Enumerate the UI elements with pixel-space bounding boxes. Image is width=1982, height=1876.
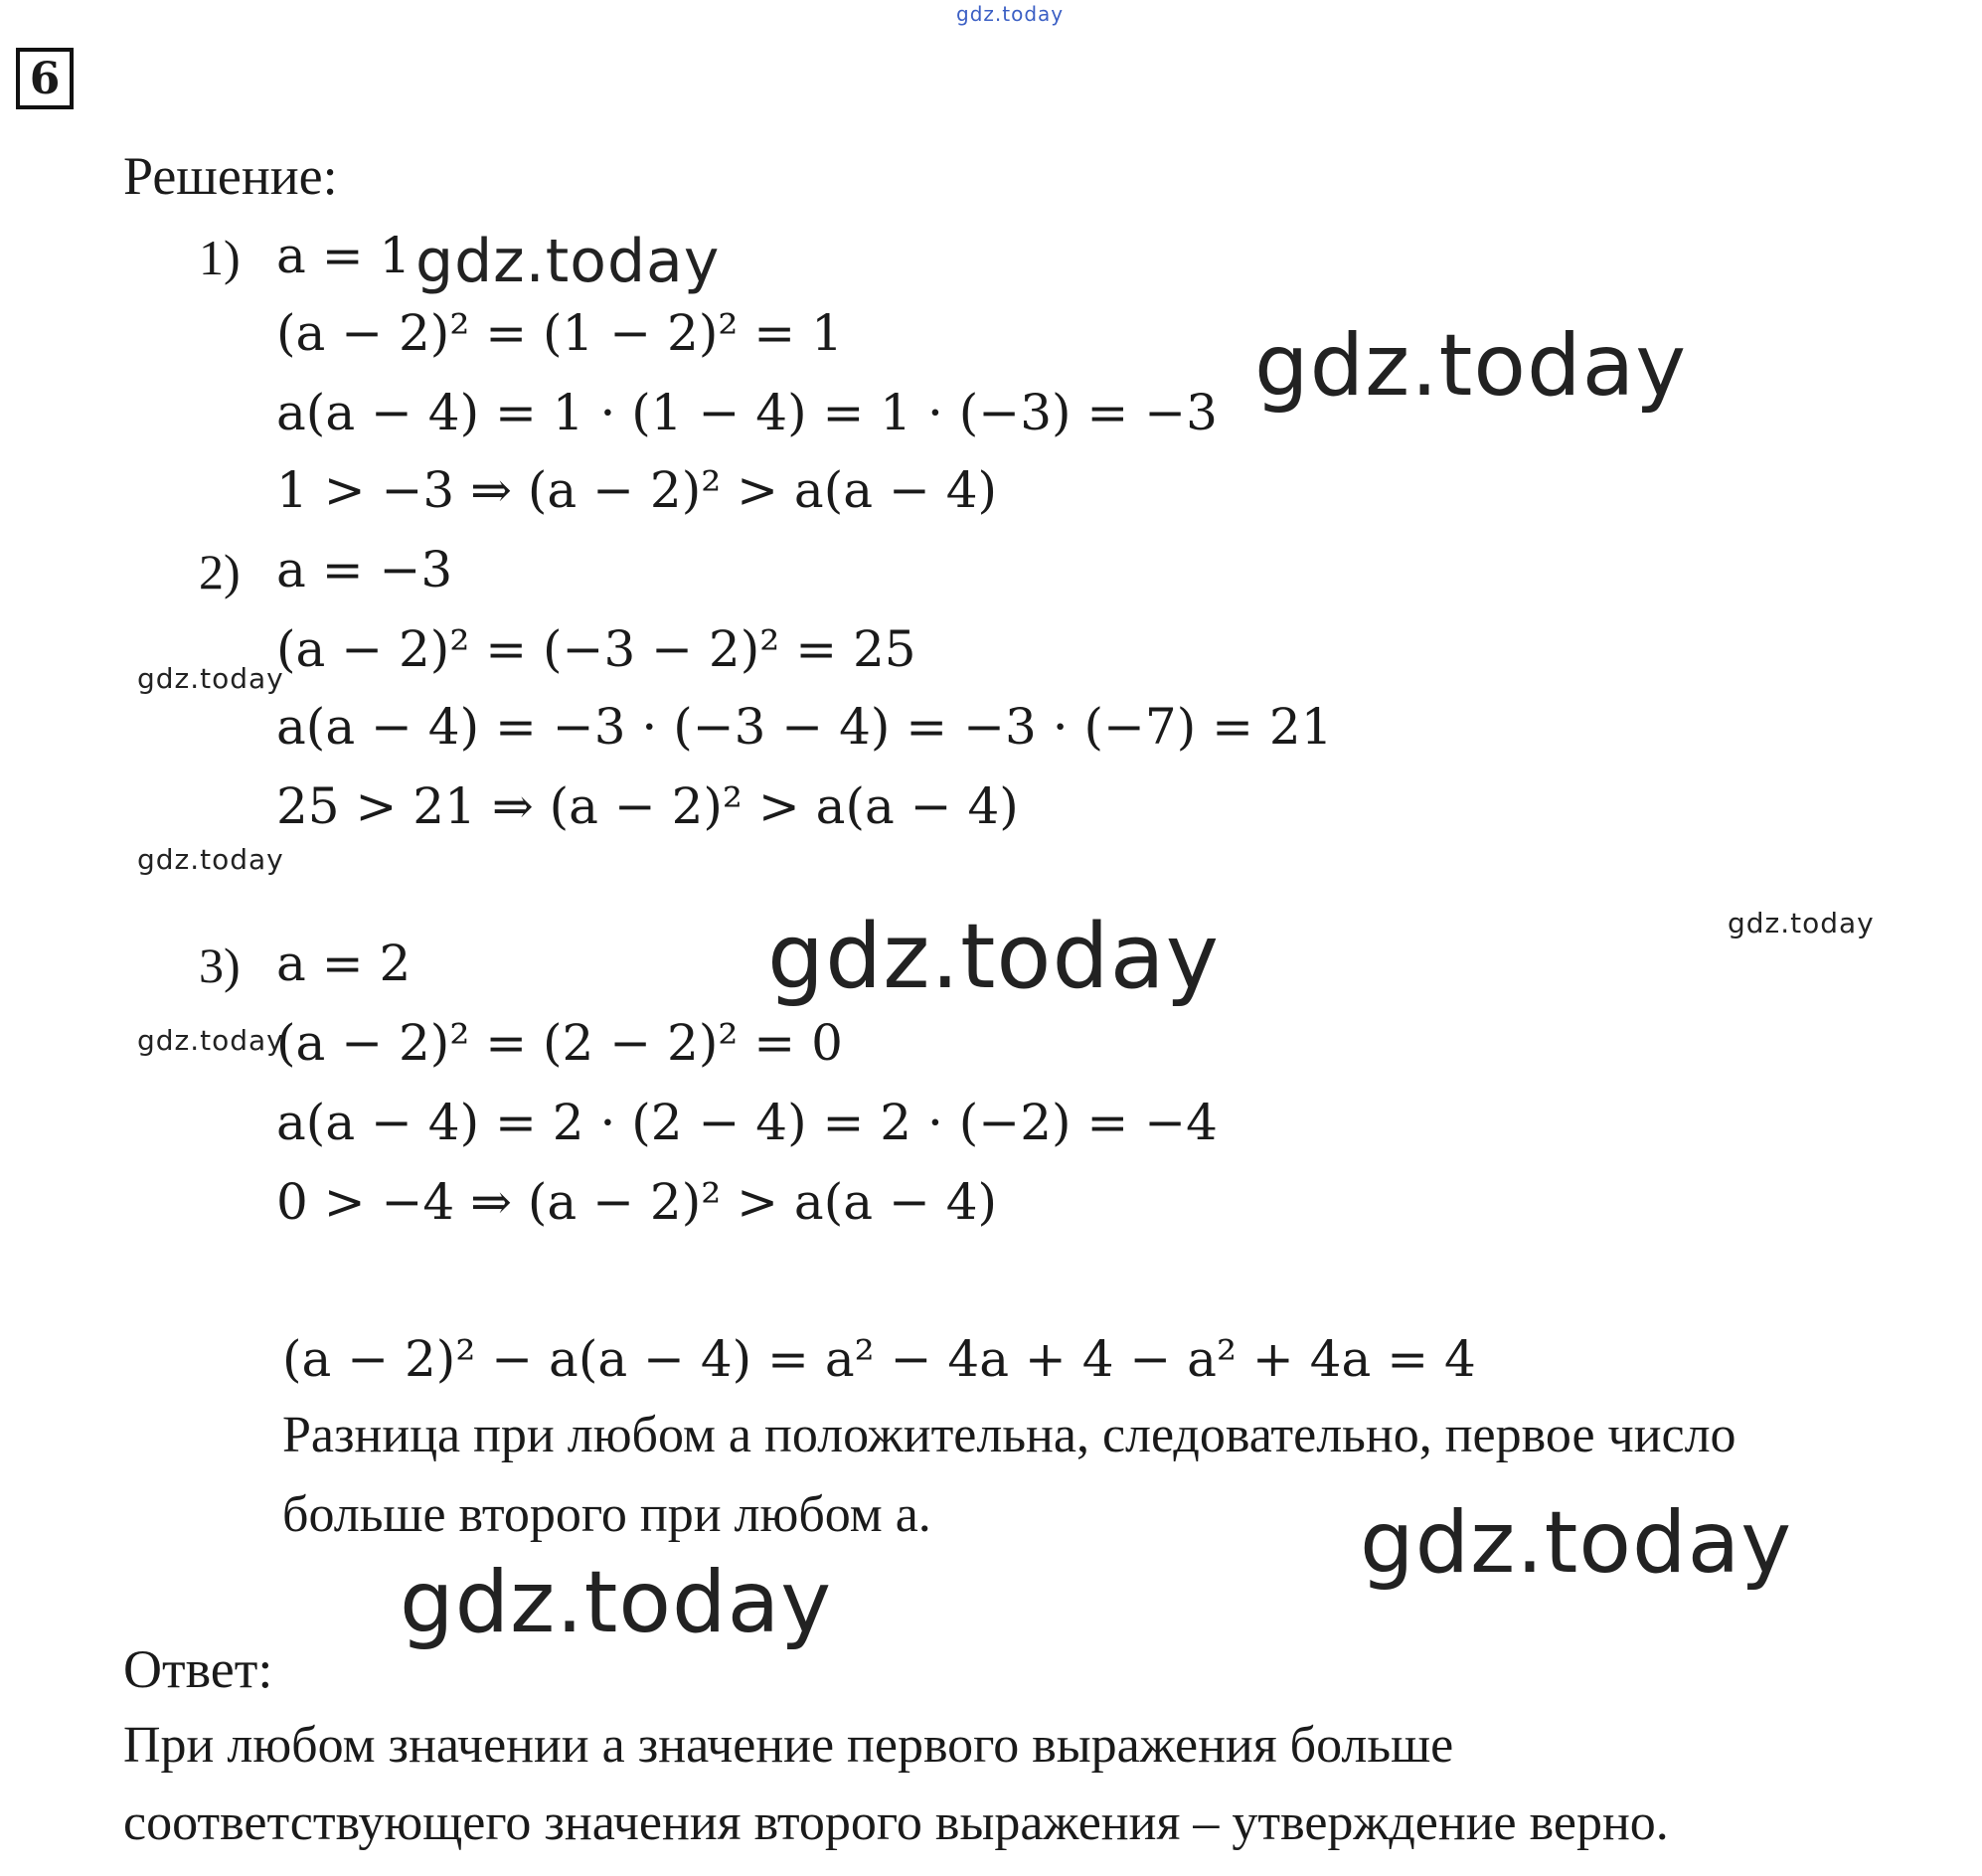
case-2-assign: a = −3 <box>276 541 453 598</box>
case-2-line-1: (a − 2)² = (−3 − 2)² = 25 <box>276 620 916 678</box>
general-explanation-line-2: больше второго при любом a. <box>282 1486 931 1543</box>
answer-line-1: При любом значении a значение первого выражения больше <box>123 1717 1454 1774</box>
case-1-line-2: a(a − 4) = 1 · (1 − 4) = 1 · (−3) = −3 <box>276 384 1218 441</box>
general-identity: (a − 2)² − a(a − 4) = a² − 4a + 4 − a² + 4a = 4 <box>282 1330 1476 1388</box>
case-1-label: 1) <box>199 230 241 285</box>
answer-line-2: соответствующего значения второго выражения – утверждение верно. <box>123 1794 1669 1851</box>
case-3-line-3: 0 > −4 ⇒ (a − 2)² > a(a − 4) <box>276 1173 998 1231</box>
watermark-inline-1: gdz.today <box>415 227 721 296</box>
case-1-line-1: (a − 2)² = (1 − 2)² = 1 <box>276 304 843 362</box>
problem-number-box <box>16 48 74 109</box>
watermark-small-1: gdz.today <box>137 662 284 695</box>
watermark-small-2: gdz.today <box>137 843 284 876</box>
solution-heading: Решение: <box>123 146 338 206</box>
watermark-large-1: gdz.today <box>1254 316 1688 416</box>
watermark-small-3: gdz.today <box>1728 907 1875 939</box>
case-3-label: 3) <box>199 938 241 993</box>
case-1-assign: a = 1 <box>276 227 412 284</box>
problem-number: 6 <box>29 53 61 104</box>
case-1-line-3: 1 > −3 ⇒ (a − 2)² > a(a − 4) <box>276 461 998 519</box>
case-2-line-3: 25 > 21 ⇒ (a − 2)² > a(a − 4) <box>276 777 1019 835</box>
watermark-large-4: gdz.today <box>400 1553 833 1652</box>
case-3-line-1: (a − 2)² = (2 − 2)² = 0 <box>276 1014 843 1072</box>
watermark-large-2: gdz.today <box>767 905 1221 1009</box>
case-3-assign: a = 2 <box>276 935 412 992</box>
general-explanation-line-1: Разница при любом a положительна, следовательно, первое число <box>282 1407 1736 1463</box>
case-3-line-2: a(a − 4) = 2 · (2 − 4) = 2 · (−2) = −4 <box>276 1094 1218 1151</box>
case-2-label: 2) <box>199 544 241 599</box>
watermark-top: gdz.today <box>956 2 1065 26</box>
case-2-line-2: a(a − 4) = −3 · (−3 − 4) = −3 · (−7) = 21 <box>276 698 1333 756</box>
watermark-small-4: gdz.today <box>137 1024 284 1057</box>
watermark-large-3: gdz.today <box>1360 1493 1793 1593</box>
answer-heading: Ответ: <box>123 1639 273 1699</box>
